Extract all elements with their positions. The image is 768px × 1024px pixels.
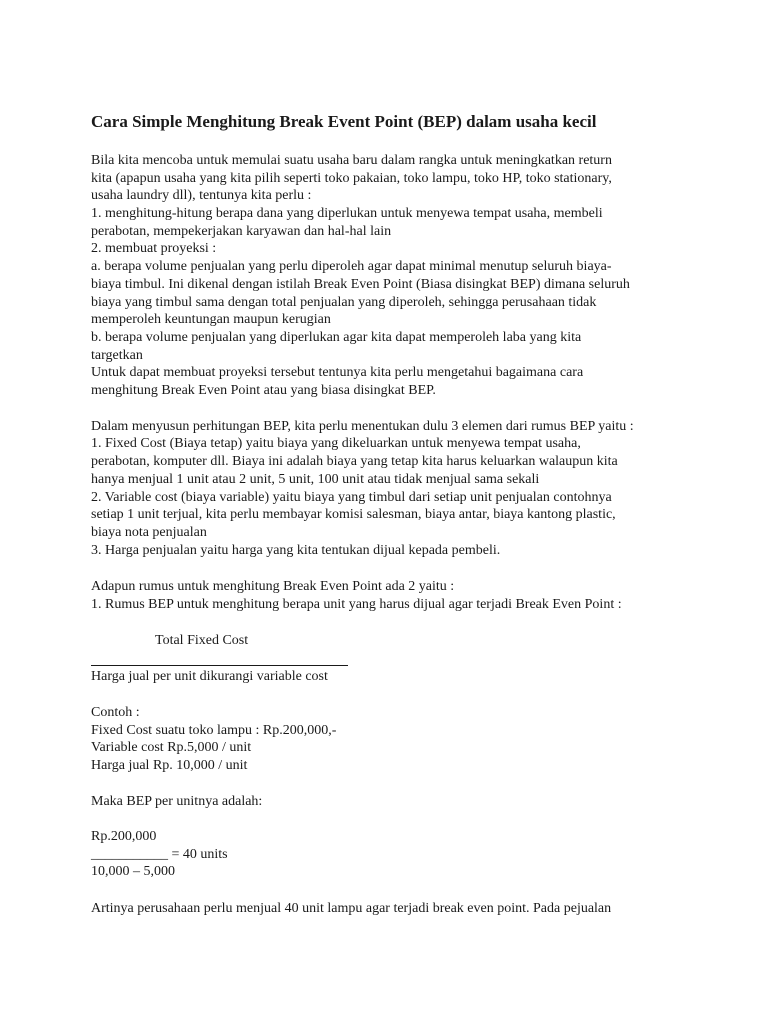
paragraph-line: Untuk dapat membuat proyeksi tersebut tentunya kita perlu mengetahui bagaimana cara	[91, 365, 584, 380]
bep-intro: Maka BEP per unitnya adalah:	[91, 794, 263, 809]
conclusion-line: Artinya perusahaan perlu menjual 40 unit lampu agar terjadi break even point. Pada pejualan	[91, 901, 612, 916]
paragraph-line: memperoleh keuntungan maupun kerugian	[91, 312, 331, 327]
paragraph-line: Bila kita mencoba untuk memulai suatu usaha baru dalam rangka untuk meningkatkan return	[91, 153, 612, 168]
formula-item-1: 1. Rumus BEP untuk menghitung berapa unit yang harus dijual agar terjadi Break Even Point :	[91, 597, 622, 612]
example-variable-cost: Variable cost Rp.5,000 / unit	[91, 740, 252, 755]
list-item-b: b. berapa volume penjualan yang diperlukan agar kita dapat memperoleh laba yang kita	[91, 330, 582, 345]
calc-numerator: Rp.200,000	[91, 829, 157, 844]
list-item-a: a. berapa volume penjualan yang perlu diperoleh agar dapat minimal menutup seluruh biaya-	[91, 259, 612, 274]
formula-numerator: Total Fixed Cost	[155, 633, 249, 648]
formula-denominator: Harga jual per unit dikurangi variable cost	[91, 669, 328, 684]
document-title: Cara Simple Menghitung Break Event Point (BEP) dalam usaha kecil	[91, 112, 597, 131]
element-item-2: 2. Variable cost (biaya variable) yaitu biaya yang timbul dari setiap unit penjualan contohnya	[91, 490, 612, 505]
fraction-bar	[91, 665, 348, 666]
example-heading: Contoh :	[91, 705, 140, 720]
paragraph-line: biaya nota penjualan	[91, 525, 207, 540]
paragraph-line: biaya timbul. Ini dikenal dengan istilah Break Even Point (Biasa disingkat BEP) dimana seluruh	[91, 277, 630, 292]
paragraph-line: perabotan, komputer dll. Biaya ini adalah biaya yang tetap kita harus keluarkan walaupun kita	[91, 454, 618, 469]
example-selling-price: Harga jual Rp. 10,000 / unit	[91, 758, 248, 773]
calc-result: ___________ = 40 units	[91, 847, 228, 862]
paragraph-line: perabotan, mempekerjakan karyawan dan hal-hal lain	[91, 224, 392, 239]
element-item-1: 1. Fixed Cost (Biaya tetap) yaitu biaya yang dikeluarkan untuk menyewa tempat usaha,	[91, 436, 581, 451]
paragraph-line: targetkan	[91, 348, 143, 363]
example-fixed-cost: Fixed Cost suatu toko lampu : Rp.200,000,-	[91, 723, 337, 738]
paragraph-line: kita (apapun usaha yang kita pilih seperti toko pakaian, toko lampu, toko HP, toko stationary,	[91, 171, 612, 186]
paragraph-line: biaya yang timbul sama dengan total penjualan yang diperoleh, sehingga perusahaan tidak	[91, 295, 597, 310]
list-item-2: 2. membuat proyeksi :	[91, 241, 217, 256]
calc-denominator: 10,000 – 5,000	[91, 864, 175, 879]
list-item-1: 1. menghitung-hitung berapa dana yang diperlukan untuk menyewa tempat usaha, membeli	[91, 206, 603, 221]
element-item-3: 3. Harga penjualan yaitu harga yang kita tentukan dijual kepada pembeli.	[91, 543, 501, 558]
paragraph-line: usaha laundry dll), tentunya kita perlu :	[91, 188, 312, 203]
paragraph-line: menghitung Break Even Point atau yang biasa disingkat BEP.	[91, 383, 436, 398]
paragraph-line: hanya menjual 1 unit atau 2 unit, 5 unit, 100 unit atau tidak menjual sama sekali	[91, 472, 540, 487]
paragraph-line: Dalam menyusun perhitungan BEP, kita perlu menentukan dulu 3 elemen dari rumus BEP yaitu :	[91, 419, 634, 434]
paragraph-line: setiap 1 unit terjual, kita perlu membayar komisi salesman, biaya antar, biaya kantong plastic,	[91, 507, 616, 522]
paragraph-line: Adapun rumus untuk menghitung Break Even Point ada 2 yaitu :	[91, 579, 455, 594]
